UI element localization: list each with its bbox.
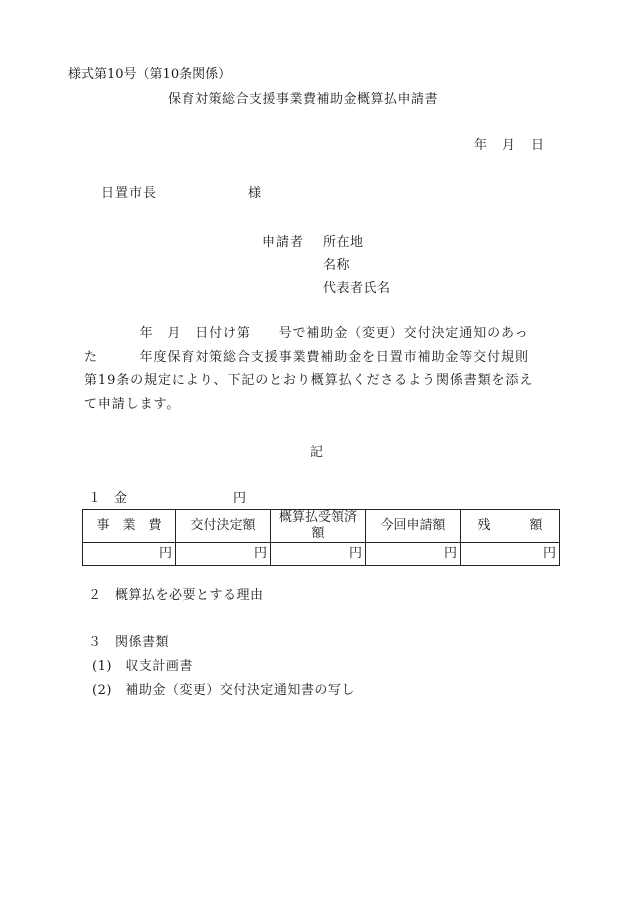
section2-reason: ２ 概算払を必要とする理由: [88, 588, 264, 603]
related-document-item: (2) 補助金（変更）交付決定通知書の写し: [92, 683, 355, 698]
related-document-item: (1) 収支計画書: [92, 659, 193, 674]
amount-table-header-row: [83, 510, 560, 543]
value-prepayment-received[interactable]: 円: [271, 543, 366, 566]
amount-table: [82, 509, 560, 566]
date-day: 日: [531, 138, 545, 153]
section1-amount: [88, 491, 247, 507]
form-number: 様式第10号（第10条関係）: [68, 67, 232, 82]
applicant-label: 申請者: [262, 235, 305, 250]
applicant-address-label: 所在地: [323, 235, 364, 250]
section1-label: １ 金: [88, 491, 128, 506]
body-line: 年 月 日付け第 号で補助金（変更）交付決定通知のあっ: [84, 326, 529, 341]
section3-related-documents: ３ 関係書類: [88, 635, 170, 650]
header-grant-decision-amount: 交付決定額: [176, 510, 271, 543]
addressee-name: 日置市長: [101, 186, 158, 201]
applicant-name-label: 名称: [323, 258, 351, 273]
date-line: [474, 138, 544, 154]
header-remaining-amount: 残 額: [461, 510, 560, 543]
ki-heading: 記: [310, 445, 324, 460]
value-project-cost[interactable]: 円: [83, 543, 176, 566]
header-prepayment-received: 概算払受領済額: [271, 510, 366, 543]
body-line: た 年度保育対策総合支援事業費補助金を日置市補助金等交付規則: [84, 349, 529, 365]
header-project-cost: 事 業 費: [83, 510, 176, 543]
header-current-request: 今回申請額: [366, 510, 461, 543]
value-grant-decision-amount[interactable]: 円: [176, 543, 271, 566]
value-current-request[interactable]: 円: [366, 543, 461, 566]
document-title: 保育対策総合支援事業費補助金概算払申請書: [168, 92, 439, 107]
amount-table-value-row: [83, 543, 560, 566]
body-line: て申請します。: [84, 396, 181, 412]
body-paragraph: [84, 322, 562, 416]
body-line: 第19条の規定により、下記のとおり概算払くださるよう関係書類を添え: [84, 373, 534, 388]
addressee-honorific: 様: [248, 186, 262, 201]
section1-yen: 円: [233, 491, 247, 506]
date-month: 月: [502, 138, 516, 153]
value-remaining-amount[interactable]: 円: [461, 543, 560, 566]
applicant-representative-label: 代表者氏名: [323, 281, 391, 296]
date-year: 年: [474, 138, 488, 153]
